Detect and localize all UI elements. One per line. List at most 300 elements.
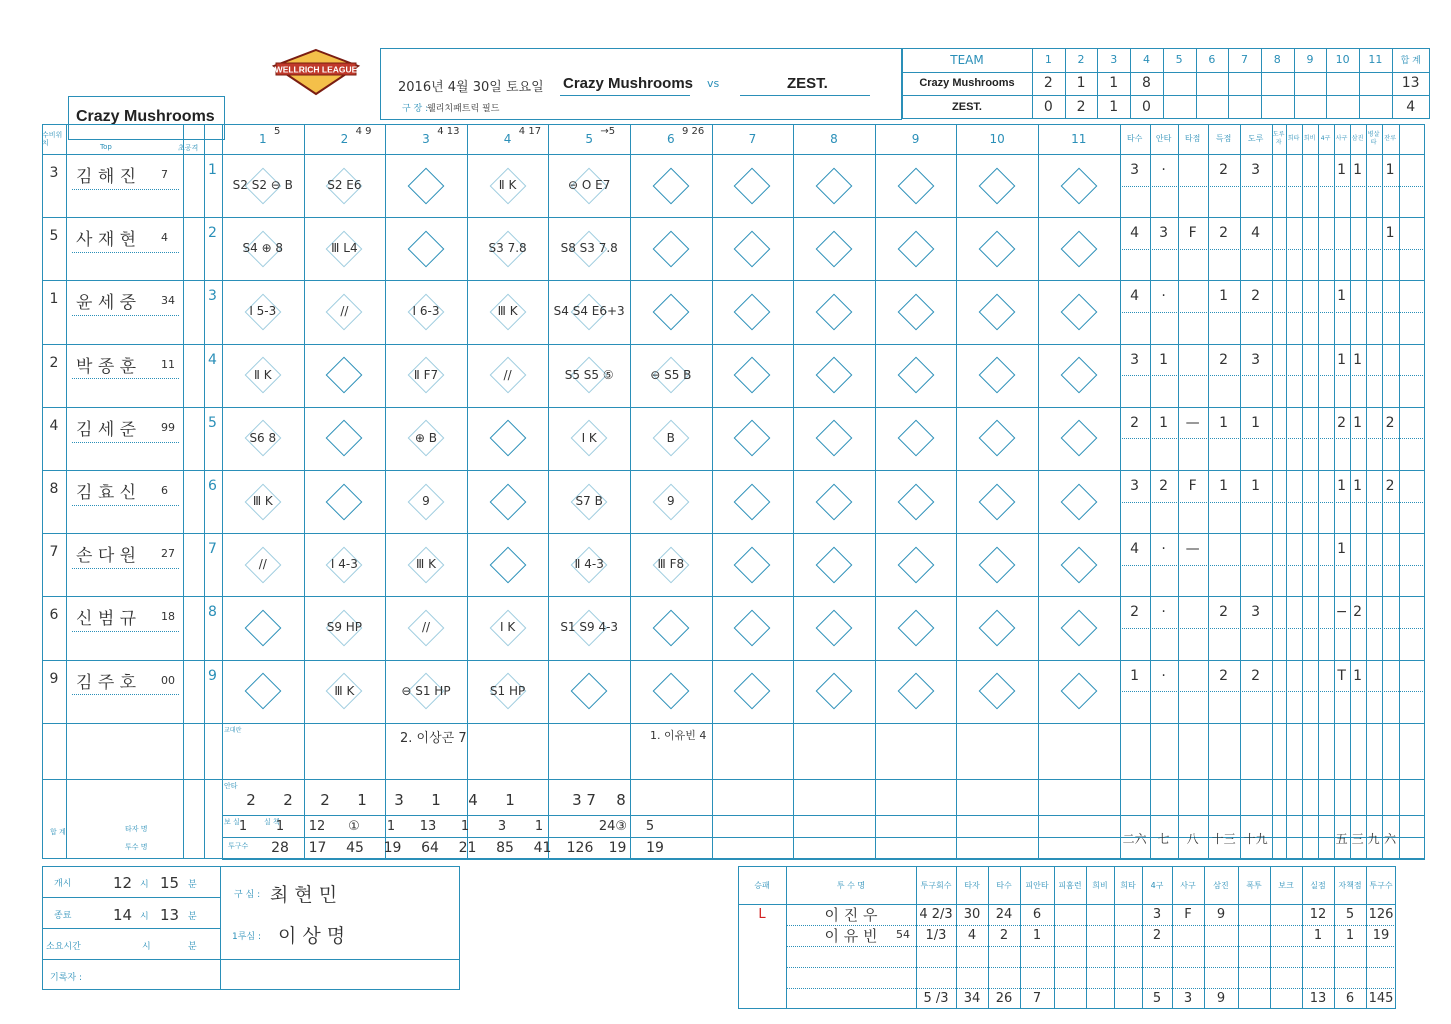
stat-total: 八 — [1186, 831, 1199, 846]
linescore-score: 1 — [1076, 75, 1086, 92]
player-stat: 1 — [1219, 478, 1229, 494]
substitution-label: 교대란 — [224, 726, 242, 734]
batting-order: 3 — [208, 288, 217, 305]
pitch-count: 21 — [458, 839, 477, 856]
divider — [42, 959, 460, 960]
pitching-er: 5 — [1345, 907, 1355, 922]
divider — [183, 124, 184, 859]
stat-header: 타수 — [1126, 134, 1143, 143]
play-notation: Ⅲ K — [389, 537, 463, 592]
divider — [1120, 628, 1425, 629]
player-stat: 3 — [1130, 162, 1140, 178]
player-name: 김 효 신 — [76, 483, 137, 503]
pitching-header: 폭투 — [1246, 880, 1262, 890]
player-name: 윤 세 중 — [76, 293, 137, 314]
play-notation: Ⅰ K — [471, 600, 545, 655]
batting-order: 2 — [208, 225, 217, 242]
start-min: 15 — [160, 874, 180, 892]
min-label: 분 — [188, 912, 197, 922]
pitching-ab: 26 — [995, 991, 1013, 1006]
play-notation: S4 S4 E6+3 — [552, 284, 626, 339]
player-stat: 2 — [1385, 478, 1395, 494]
hour-label: 시 — [140, 912, 149, 922]
player-number: 11 — [161, 357, 175, 371]
stat-total: 十三 — [1211, 831, 1236, 846]
pitch-count: 19 — [383, 839, 402, 856]
hits-total: 2 — [320, 790, 330, 809]
divider — [72, 694, 179, 695]
walks-label: 보 실 — [224, 817, 240, 826]
divider — [1038, 124, 1039, 859]
divider — [1272, 124, 1273, 859]
duration-label: 소요시간 — [46, 942, 81, 952]
top-label: Top — [100, 143, 112, 151]
game-date: 2016년 4월 30일 토요일 — [398, 80, 544, 95]
divider — [42, 344, 1425, 345]
league-logo — [270, 48, 362, 96]
pitch-count-label: 투구수 — [228, 841, 249, 850]
linescore-score — [1294, 95, 1327, 119]
player-stat: 1 — [1219, 414, 1229, 431]
player-name: 김 주 호 — [76, 672, 137, 693]
divider — [66, 124, 67, 859]
hour-label: 시 — [142, 942, 151, 952]
divider — [222, 859, 1425, 860]
player-stat: · — [1161, 162, 1166, 178]
pitching-result: L — [758, 907, 766, 922]
player-stat: F — [1188, 478, 1197, 494]
stat-header: 삼진 — [1351, 135, 1364, 142]
player-name: 김 해 진 — [76, 167, 137, 187]
player-stat: 4 — [1251, 225, 1261, 242]
divider — [72, 189, 179, 190]
pitching-header: 자책점 — [1338, 880, 1362, 890]
linescore-score: 8 — [1141, 75, 1151, 92]
pitching-batters: 30 — [963, 907, 981, 922]
divider — [72, 378, 179, 379]
divider — [72, 631, 179, 632]
stat-total: 七 — [1157, 831, 1170, 846]
play-notation: S4 ⊕ 8 — [226, 221, 300, 276]
divider — [1399, 124, 1400, 859]
pitching-header: 투구수 — [1369, 880, 1393, 890]
play-notation: S3 7.8 — [471, 221, 545, 276]
pitching-header: 피안타 — [1025, 880, 1049, 890]
pitch-count: 85 — [496, 839, 514, 856]
linescore-inning-header: 6 — [1208, 53, 1216, 67]
player-number: 4 — [161, 231, 168, 245]
inning-runs-mark: 4 13 — [437, 126, 460, 137]
pitching-header: 타수 — [996, 880, 1012, 890]
player-position: 8 — [49, 480, 59, 497]
player-name: 신 범 규 — [76, 609, 137, 630]
stat-total: 二六 — [1122, 831, 1147, 846]
chief-umpire-label: 구 심 : — [234, 890, 261, 900]
recorder-label: 기록자 : — [50, 973, 82, 983]
inning-header: 6 — [666, 132, 675, 146]
field-label: 구 장 : — [402, 104, 429, 114]
divider — [956, 124, 957, 859]
divider — [72, 315, 179, 316]
inning-header: 7 — [748, 132, 757, 146]
divider — [548, 124, 549, 859]
pitching-innings: 5 /3 — [923, 991, 949, 1006]
player-stat: 1 — [1353, 414, 1363, 431]
player-stat: 2 — [1219, 162, 1229, 178]
inning-runs-mark: 4 17 — [518, 126, 542, 137]
stat-header: 희타 — [1287, 135, 1300, 142]
linescore-score: 0 — [1141, 98, 1151, 115]
player-number: 6 — [161, 484, 168, 497]
divider — [42, 533, 1425, 534]
pitching-bb: 2 — [1152, 928, 1162, 943]
stat-total: 九 — [1367, 831, 1380, 846]
play-notation: Ⅲ K — [308, 664, 382, 719]
inning-header: 11 — [1071, 132, 1087, 146]
pitching-header: 피홈런 — [1058, 880, 1082, 890]
player-stat: 1 — [1353, 478, 1363, 494]
hits-total: 8 — [616, 790, 626, 809]
hits-total: 1 — [431, 790, 441, 809]
player-stat: 1 — [1251, 478, 1261, 494]
play-notation: S9 HP — [308, 600, 382, 655]
linescore-score — [1359, 95, 1392, 119]
min-label: 분 — [188, 942, 197, 952]
pitching-ab: 2 — [999, 928, 1009, 943]
linescore-score — [1196, 95, 1229, 119]
linescore-score — [1261, 95, 1294, 119]
pitching-pitches: 126 — [1368, 907, 1394, 922]
away-team-name: Crazy Mushrooms — [563, 75, 694, 92]
player-name: 박 종 훈 — [76, 356, 137, 377]
linescore-score: 0 — [1043, 98, 1053, 115]
batting-order: 9 — [208, 667, 217, 684]
player-stat: 1 — [1385, 225, 1395, 242]
inning-header: 10 — [989, 132, 1005, 146]
hits-total: 1 — [357, 790, 367, 809]
pitching-pitches: 19 — [1372, 928, 1390, 943]
player-position: 5 — [49, 228, 59, 245]
player-stat: T — [1337, 667, 1346, 684]
walks-errors-total: 1 — [386, 819, 396, 835]
batting-order: 8 — [208, 604, 217, 621]
player-stat: 1 — [1385, 162, 1395, 178]
player-number: 18 — [161, 610, 175, 624]
linescore-total-header: 합 계 — [1400, 56, 1421, 67]
player-position: 2 — [49, 354, 59, 371]
play-notation: // — [308, 284, 382, 339]
divider — [222, 815, 1425, 816]
player-stat: 3 — [1130, 478, 1140, 494]
walks-errors-total: 1 — [534, 819, 544, 835]
pitchers-label: 투수 명 — [125, 842, 148, 851]
divider — [740, 95, 870, 96]
first-attack-label: 초공격 — [178, 144, 199, 152]
player-stat: 1 — [1353, 162, 1363, 178]
play-notation: 9 — [389, 474, 463, 529]
vs-label: vs — [707, 77, 720, 90]
player-stat: 3 — [1251, 604, 1261, 621]
player-stat: 2 — [1219, 604, 1229, 621]
stat-header: 도루자 — [1272, 131, 1285, 146]
linescore-inning-header: 9 — [1306, 53, 1314, 67]
inning-runs-mark: 5 — [274, 126, 281, 137]
player-number: 99 — [161, 420, 175, 434]
inning-runs-mark: →5 — [600, 126, 616, 137]
player-stat: 2 — [1219, 351, 1229, 368]
divider — [630, 124, 631, 859]
player-position: 3 — [49, 164, 59, 181]
player-stat: · — [1161, 667, 1166, 684]
stat-header: 사구 — [1335, 135, 1348, 142]
player-number: 27 — [161, 547, 175, 561]
divider — [222, 124, 223, 859]
inning-header: 9 — [911, 132, 920, 146]
start-label: 개시 — [54, 879, 72, 889]
pitching-innings: 4 2/3 — [919, 907, 953, 922]
divider — [1120, 438, 1425, 439]
pitching-header: 투구회수 — [920, 880, 952, 890]
play-notation: 9 — [634, 474, 708, 529]
walks-errors-total: 3 — [497, 819, 507, 835]
linescore-inning-header: 2 — [1077, 53, 1085, 67]
inning-runs-mark: 4 9 — [355, 126, 372, 137]
stat-total: 十九 — [1243, 831, 1268, 846]
batters-label: 타자 명 — [125, 824, 148, 833]
linescore-score — [1163, 72, 1196, 96]
pitching-header: 삼진 — [1213, 880, 1229, 890]
walks-errors-total: 5 — [645, 819, 655, 835]
divider — [467, 124, 468, 859]
linescore-score — [1326, 95, 1359, 119]
linescore-score — [1163, 95, 1196, 119]
player-stat: 2 — [1251, 288, 1261, 305]
play-notation: Ⅰ 6-3 — [389, 284, 463, 339]
position-header: 수비위치 — [42, 131, 63, 147]
player-stat: · — [1161, 541, 1166, 558]
first-base-umpire-name: 이 상 명 — [278, 925, 346, 947]
player-stat: 2 — [1385, 414, 1395, 431]
pitching-er: 1 — [1345, 928, 1355, 943]
divider — [1120, 375, 1425, 376]
player-stat: 1 — [1337, 478, 1347, 494]
linescore-score — [1261, 72, 1294, 96]
divider — [72, 568, 179, 569]
divider — [1302, 124, 1303, 859]
player-stat: 3 — [1251, 162, 1261, 178]
play-notation: // — [226, 537, 300, 592]
player-stat: · — [1161, 288, 1166, 305]
linescore-score: 1 — [1109, 98, 1119, 115]
walks-errors-total: 13 — [419, 819, 437, 835]
walks-errors-total: 1 — [238, 819, 248, 835]
stat-header: 4구 — [1320, 135, 1331, 142]
divider — [1366, 124, 1367, 859]
inning-header: 5 — [585, 132, 593, 146]
linescore-inning-header: 3 — [1110, 53, 1118, 67]
player-stat: 1 — [1219, 288, 1229, 305]
stat-header: 잔루 — [1384, 135, 1396, 142]
substitution-entry: 1. 이유빈 4 — [650, 728, 707, 742]
player-position: 1 — [49, 291, 59, 308]
player-stat: 1 — [1337, 541, 1347, 558]
substitution-entry: 2. 이상곤 7 — [400, 730, 467, 746]
player-stat: 1 — [1159, 351, 1169, 368]
play-notation: Ⅱ F7 — [389, 348, 463, 403]
inning-header: 8 — [830, 132, 838, 146]
pitching-batters: 4 — [967, 928, 977, 943]
player-stat: − — [1335, 604, 1348, 621]
divider — [72, 505, 179, 506]
player-stat: 1 — [1353, 667, 1363, 684]
pitching-ab: 24 — [995, 907, 1013, 922]
stat-header: 희비 — [1303, 135, 1316, 142]
linescore-inning-header: 10 — [1335, 53, 1350, 67]
batting-order: 4 — [208, 351, 217, 368]
player-position: 6 — [49, 607, 59, 624]
player-stat: 4 — [1130, 288, 1140, 305]
player-stat: 1 — [1130, 667, 1140, 684]
divider — [42, 280, 1425, 281]
pitching-batters: 34 — [963, 991, 981, 1006]
home-team-name: ZEST. — [787, 75, 828, 92]
divider — [875, 124, 876, 859]
divider — [1120, 249, 1425, 250]
stat-total: 六 — [1384, 831, 1397, 846]
pitching-hits: 7 — [1032, 991, 1042, 1006]
pitching-innings: 1/3 — [925, 928, 947, 943]
hits-total: 3 — [394, 790, 404, 809]
player-number: 34 — [161, 294, 175, 308]
linescore-team-name: Crazy Mushrooms — [919, 77, 1015, 90]
pitcher-number: 54 — [896, 928, 910, 941]
player-stat: 2 — [1337, 414, 1347, 431]
pitching-pitches: 145 — [1368, 991, 1394, 1006]
sum-label: 합 계 — [50, 827, 66, 836]
play-notation: Ⅱ K — [226, 348, 300, 403]
player-stat: — — [1185, 414, 1200, 431]
hour-label: 시 — [140, 880, 149, 890]
play-notation: Ⅲ K — [226, 474, 300, 529]
player-position: 4 — [49, 417, 59, 434]
pitch-count: 41 — [533, 839, 552, 856]
player-number: 7 — [161, 168, 168, 181]
play-notation: Ⅰ 5-3 — [226, 284, 300, 339]
walks-errors-total: 12 — [308, 819, 326, 835]
play-notation: S1 HP — [471, 664, 545, 719]
divider — [1120, 186, 1425, 187]
divider — [42, 928, 220, 929]
player-stat: 3 — [1251, 351, 1261, 368]
batting-order: 7 — [208, 541, 217, 558]
play-notation: S5 S5 ⑤ — [552, 348, 626, 403]
pitching-header: 보크 — [1278, 880, 1294, 890]
player-stat: 2 — [1219, 667, 1229, 684]
min-label: 분 — [188, 880, 197, 890]
linescore-score — [1326, 72, 1359, 96]
field-name: 웰리치패트릭 필드 — [427, 104, 500, 114]
inning-header: 4 — [503, 132, 512, 146]
linescore-score — [1196, 72, 1229, 96]
pitching-hbp: 3 — [1183, 991, 1193, 1006]
divider — [42, 779, 1425, 780]
pitching-header: 타자 — [964, 880, 980, 890]
end-hour: 14 — [113, 906, 133, 924]
player-stat: 2 — [1219, 225, 1229, 242]
player-stat: 2 — [1353, 604, 1363, 621]
player-stat: 1 — [1251, 414, 1261, 431]
stat-header: 병살타 — [1367, 131, 1380, 146]
batting-order: 6 — [208, 478, 217, 494]
pitching-r: 12 — [1309, 907, 1327, 922]
play-notation: S2 E6 — [308, 158, 382, 213]
pitching-name: 이 진 우 — [824, 906, 878, 924]
divider — [385, 124, 386, 859]
play-notation: Ⅲ L4 — [308, 221, 382, 276]
pitching-header: 투 수 명 — [836, 880, 866, 890]
pitch-count: 64 — [421, 839, 439, 856]
play-notation: S6 8 — [226, 411, 300, 466]
inning-runs-mark: 9 26 — [682, 126, 705, 137]
divider — [1120, 565, 1425, 566]
player-stat: 1 — [1353, 351, 1363, 368]
linescore-score: 2 — [1076, 98, 1086, 115]
pitch-count: 19 — [608, 839, 627, 856]
walks-errors-total: 1 — [460, 819, 470, 835]
pitching-header: 희타 — [1120, 880, 1136, 890]
hits-total: 2 — [246, 790, 256, 809]
divider — [304, 124, 305, 859]
player-stat: 2 — [1251, 667, 1261, 684]
player-stat: 1 — [1159, 414, 1169, 431]
divider — [42, 596, 1425, 597]
linescore-total: 13 — [1401, 75, 1420, 92]
inning-header: 2 — [340, 132, 349, 146]
play-notation: Ⅱ K — [471, 158, 545, 213]
batting-order: 1 — [208, 162, 217, 178]
player-stat: 1 — [1337, 351, 1347, 368]
player-stat: — — [1185, 541, 1200, 558]
divider — [1120, 691, 1425, 692]
pitch-count: 126 — [566, 839, 594, 856]
pitching-er: 6 — [1345, 991, 1355, 1006]
pitch-count: 45 — [346, 839, 364, 856]
divider — [786, 946, 1396, 947]
divider — [42, 407, 1425, 408]
hits-total: 3 7 — [572, 790, 596, 809]
divider — [72, 252, 179, 253]
inning-header: 3 — [422, 132, 430, 146]
end-label: 종료 — [54, 911, 72, 921]
linescore-inning-header: 7 — [1241, 53, 1249, 67]
play-notation: Ⅰ 4-3 — [308, 537, 382, 592]
play-notation: ⊖ S1 HP — [389, 664, 463, 719]
end-min: 13 — [160, 906, 180, 924]
pitching-bb: 3 — [1152, 907, 1162, 922]
player-position: 7 — [49, 544, 59, 561]
stat-header: 득점 — [1215, 134, 1232, 143]
play-notation: ⊕ B — [389, 411, 463, 466]
play-notation: S8 S3 7.8 — [552, 221, 626, 276]
player-stat: 4 — [1130, 225, 1140, 242]
pitching-header: 승패 — [754, 880, 770, 890]
batting-order: 5 — [208, 414, 217, 431]
player-stat: 2 — [1159, 478, 1169, 494]
player-stat: 1 — [1337, 288, 1347, 305]
pitching-header: 사구 — [1180, 880, 1196, 890]
hits-total: 2 — [283, 790, 293, 809]
linescore-inning-header: 11 — [1368, 53, 1383, 67]
